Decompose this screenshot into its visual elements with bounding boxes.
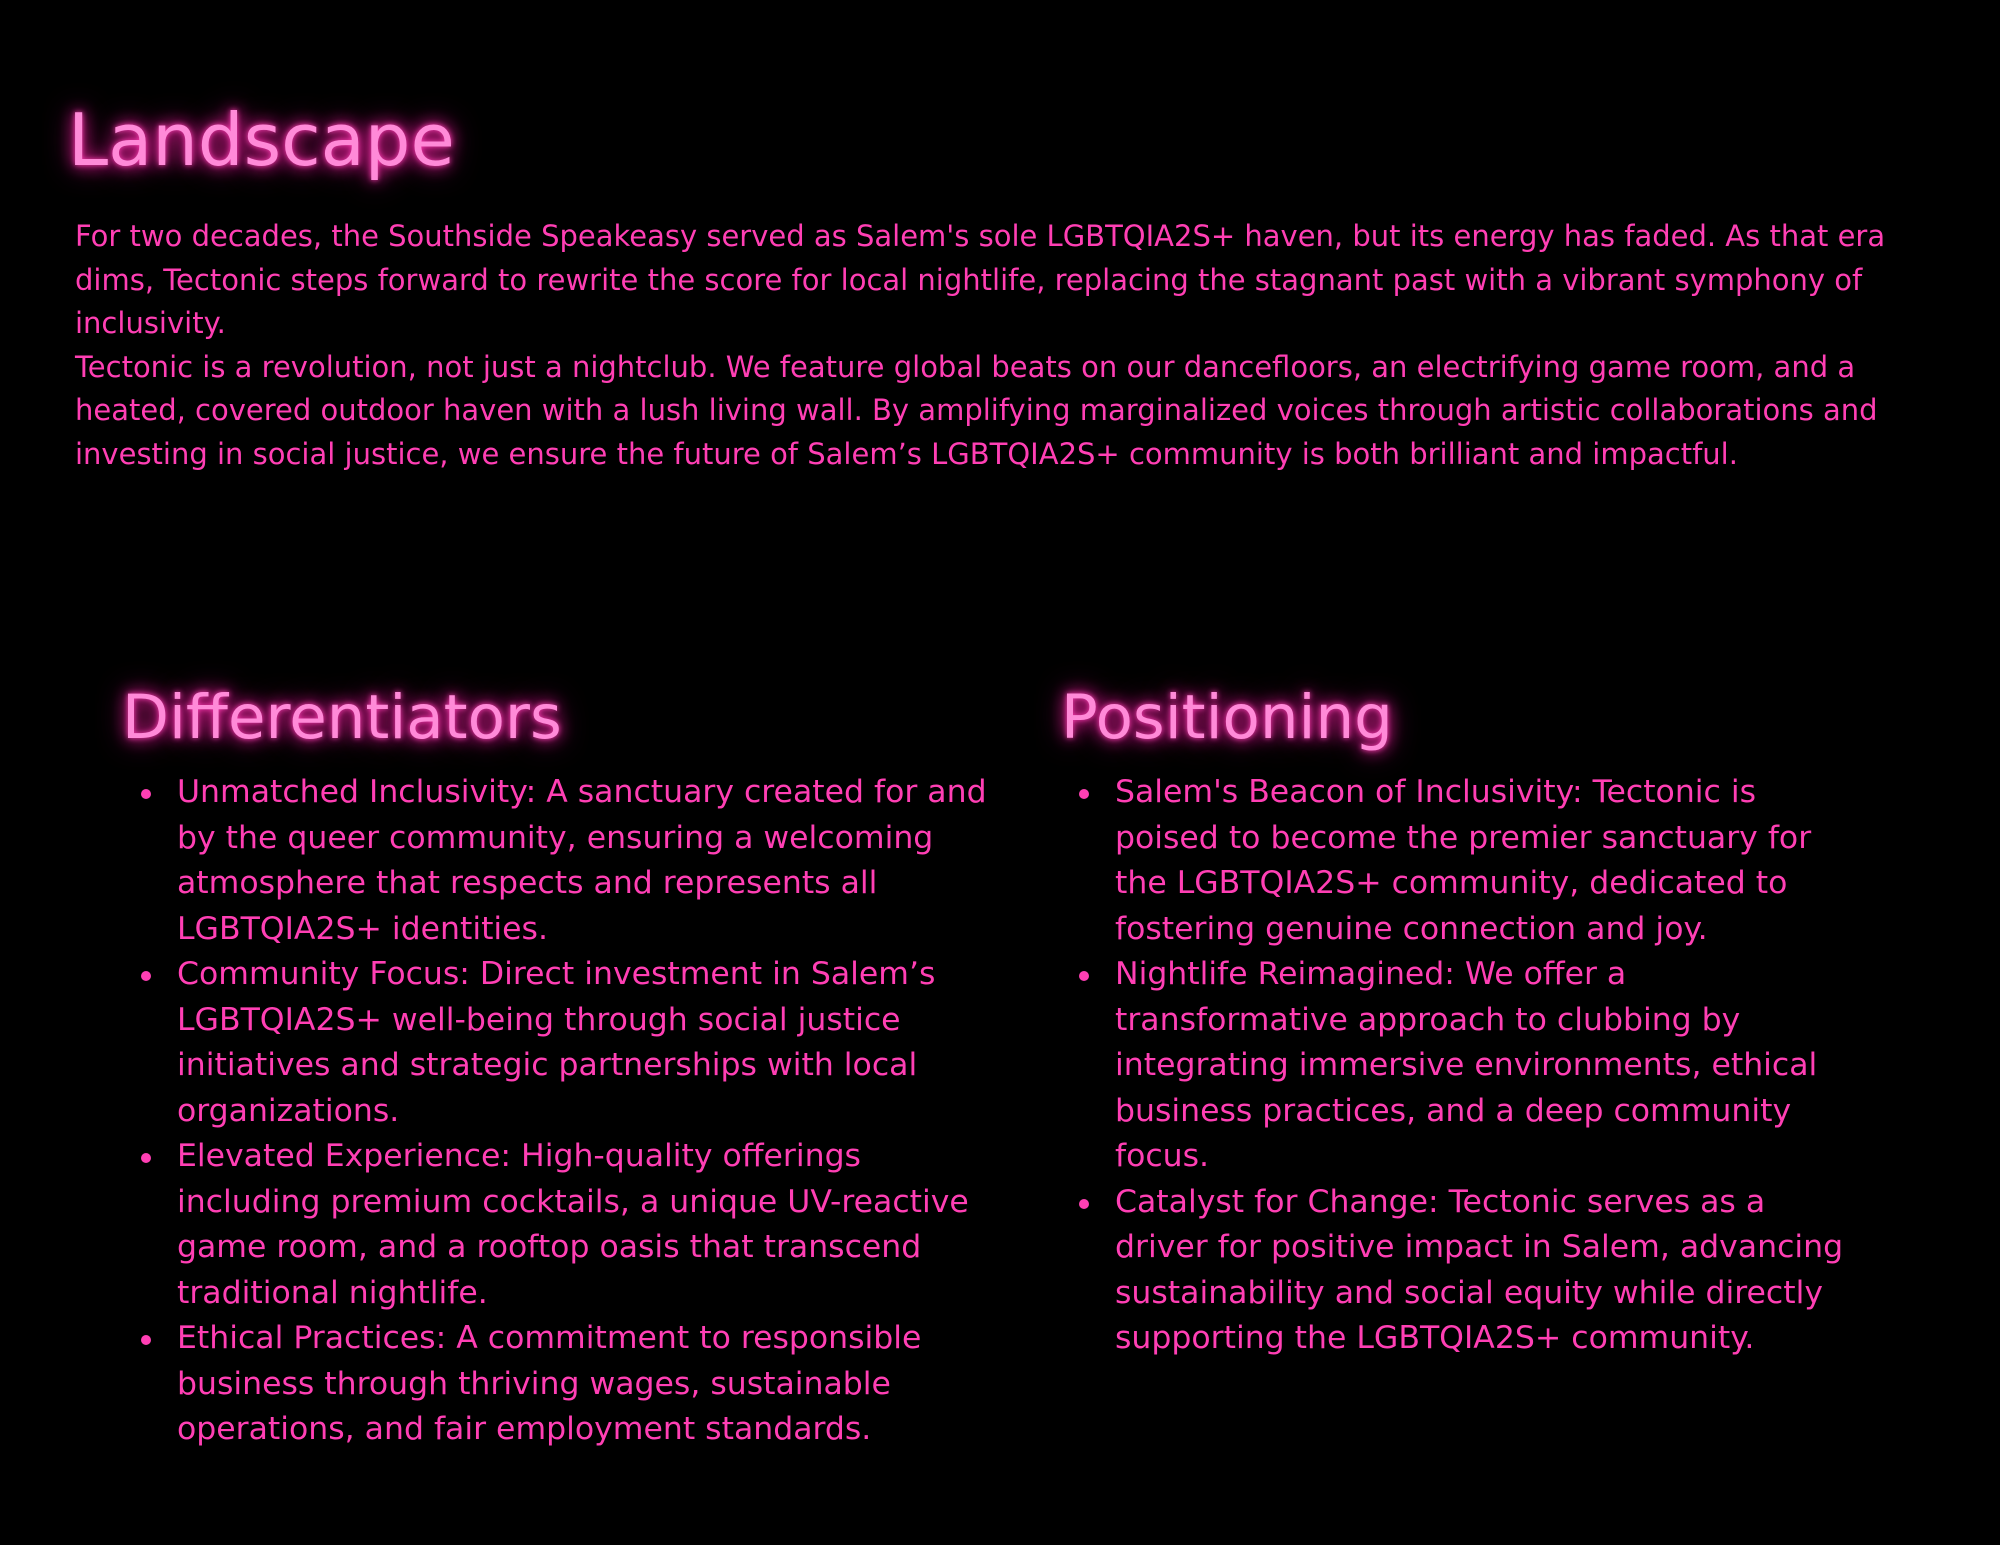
positioning-item: Nightlife Reimagined: We offer a transformative approach to clubbing by integrating immersive environments, ethical business practices, and a deep community focus.: [1078, 952, 1858, 1180]
positioning-list: [1078, 770, 1858, 1362]
differentiator-item: Unmatched Inclusivity: A sanctuary created for and by the queer community, ensuring a welcoming atmosphere that respects and represents all LGBTQIA2S+ identities.: [140, 770, 1010, 952]
positioning-item: Catalyst for Change: Tectonic serves as a driver for positive impact in Salem, advancing sustainability and social equity while directly supporting the LGBTQIA2S+ community.: [1078, 1180, 1858, 1362]
landscape-paragraph: For two decades, the Southside Speakeasy served as Salem's sole LGBTQIA2S+ haven, but its energy has faded. As that era dims, Tectonic steps forward to rewrite the score for local nightlife, replacing the stagnant past with a vibrant symphony of inclusivity.: [75, 219, 1886, 340]
differentiator-item: Ethical Practices: A commitment to responsible business through thriving wages, sustainable operations, and fair employment standards.: [140, 1316, 1010, 1453]
differentiator-item: Elevated Experience: High-quality offerings including premium cocktails, a unique UV-reactive game room, and a rooftop oasis that transcend traditional nightlife.: [140, 1134, 1010, 1316]
differentiator-item: Community Focus: Direct investment in Salem’s LGBTQIA2S+ well-being through social justice initiatives and strategic partnerships with local organizations.: [140, 952, 1010, 1134]
landscape-body: [75, 215, 1945, 476]
landscape-paragraph: Tectonic is a revolution, not just a nightclub. We feature global beats on our dancefloors, an electrifying game room, and a heated, covered outdoor haven with a lush living wall. By amplifying marginalized voices through artistic collaborations and investing in social justice, we ensure the future of Salem’s LGBTQIA2S+ community is both brilliant and impactful.: [75, 349, 1878, 471]
differentiators-list: [140, 770, 1010, 1453]
positioning-title: Positioning: [1061, 682, 1393, 753]
differentiators-title: Differentiators: [122, 682, 562, 753]
landscape-title: Landscape: [68, 98, 455, 182]
positioning-item: Salem's Beacon of Inclusivity: Tectonic is poised to become the premier sanctuary for the LGBTQIA2S+ community, dedicated to fostering genuine connection and joy.: [1078, 770, 1858, 952]
